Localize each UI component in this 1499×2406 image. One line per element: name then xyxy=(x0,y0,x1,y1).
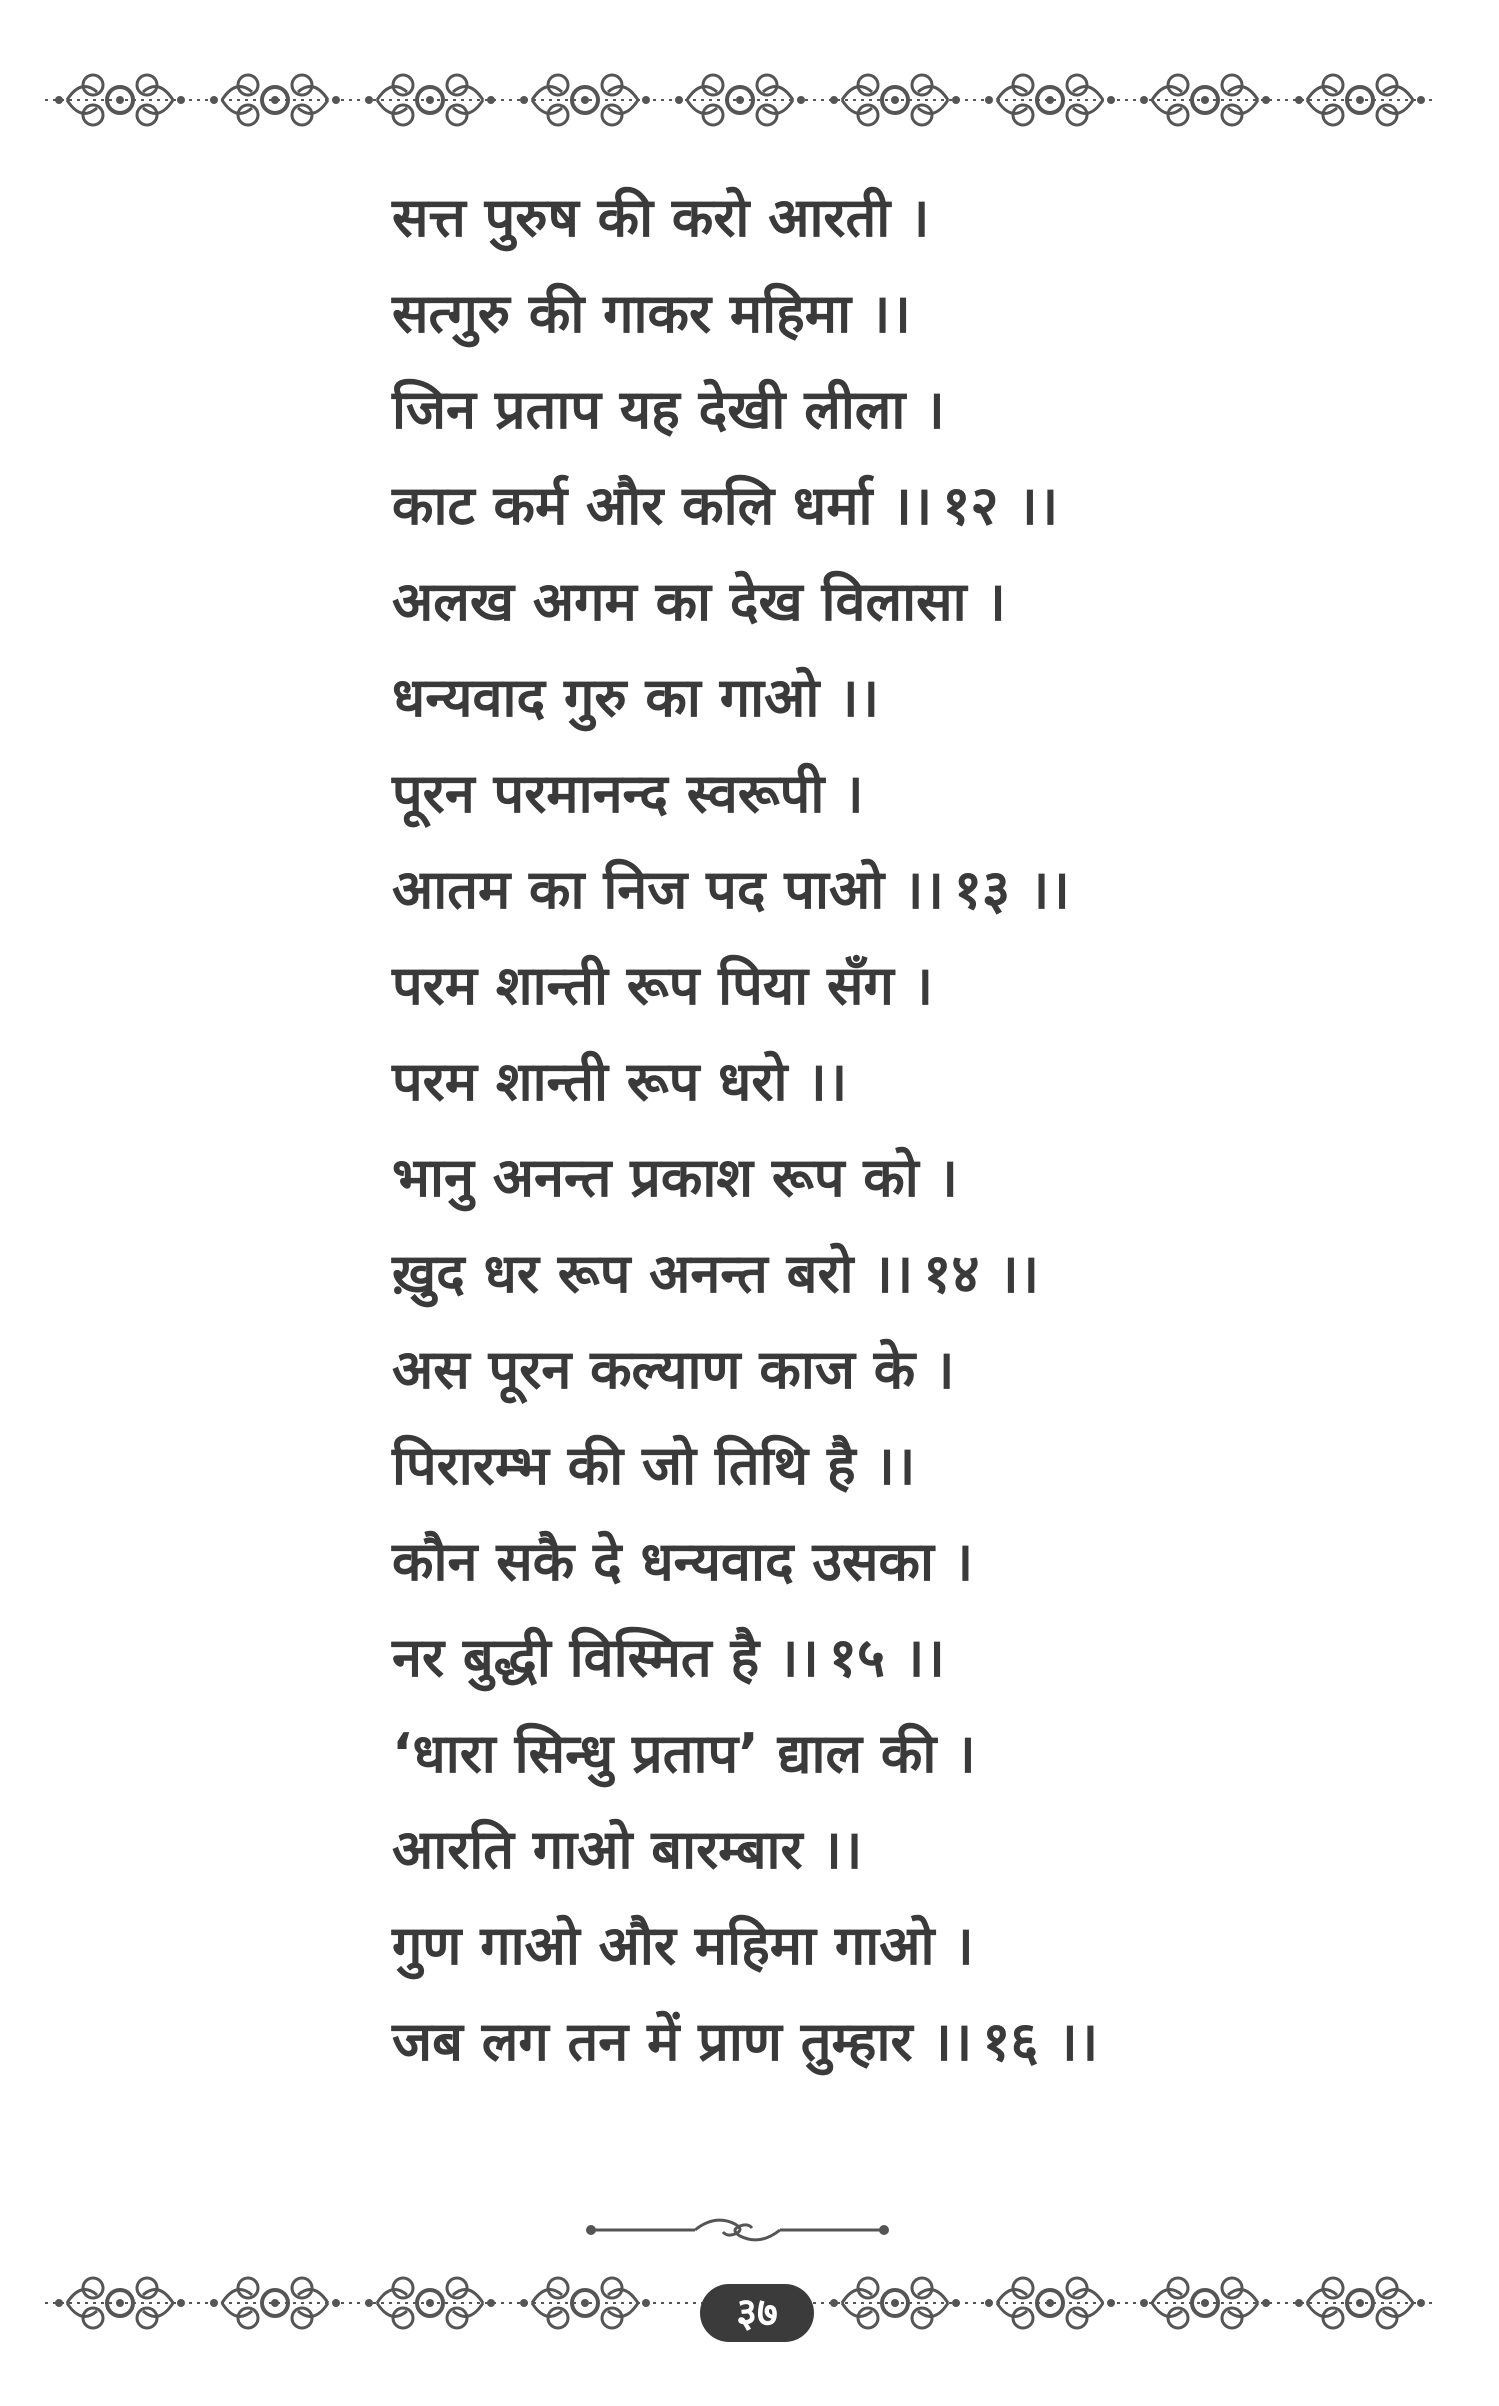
verse-line: ‘धारा सिन्धु प्रताप’ द्याल की । xyxy=(392,1722,976,1785)
verse-line: नर बुद्धी विस्मित है ।। १५ ।। xyxy=(392,1626,945,1689)
verse-number: १२ ।। xyxy=(942,474,1059,537)
verse-line: सत्त पुरुष की करो आरती । xyxy=(392,186,930,249)
verse-number: १६ ।। xyxy=(982,2010,1099,2073)
verse-line: आरति गाओ बारम्बार ।। xyxy=(392,1818,863,1881)
verse-block xyxy=(392,170,1272,2090)
verse-line: परम शान्ती रूप धरो ।। xyxy=(392,1050,848,1113)
verse-line: परम शान्ती रूप पिया सँग । xyxy=(392,954,934,1017)
page-number: ३७ xyxy=(700,2284,814,2342)
verse-line: सत्गुरु की गाकर महिमा ।। xyxy=(392,282,911,345)
verse-line: अलख अगम का देख विलासा । xyxy=(392,570,1006,633)
verse-line: ख़ुद धर रूप अनन्त बरो ।। १४ ।। xyxy=(392,1242,1040,1305)
top-ornamental-border xyxy=(45,55,1435,145)
end-flourish-ornament xyxy=(585,2212,890,2248)
verse-line: जिन प्रताप यह देखी लीला । xyxy=(392,378,945,441)
verse-number: १५ ।। xyxy=(828,1626,945,1689)
verse-number: १३ ।। xyxy=(953,858,1070,921)
verse-line: पिरारम्भ की जो तिथि है ।। xyxy=(392,1434,916,1497)
verse-line: धन्यवाद गुरु का गाओ ।। xyxy=(392,666,880,729)
verse-line: आतम का निज पद पाओ ।। १३ ।। xyxy=(392,858,1070,921)
verse-line: पूरन परमानन्द स्वरूपी । xyxy=(392,762,864,825)
verse-line: अस पूरन कल्याण काज के । xyxy=(392,1338,955,1401)
verse-line: कौन सकै दे धन्यवाद उसका । xyxy=(392,1530,974,1593)
verse-line: काट कर्म और कलि धर्मा ।। १२ ।। xyxy=(392,474,1059,537)
verse-line: गुण गाओ और महिमा गाओ । xyxy=(392,1914,974,1977)
verse-line: भानु अनन्त प्रकाश रूप को । xyxy=(392,1146,959,1209)
verse-line: जब लग तन में प्राण तुम्हार ।। १६ ।। xyxy=(392,2010,1099,2073)
verse-number: १४ ।। xyxy=(923,1242,1040,1305)
